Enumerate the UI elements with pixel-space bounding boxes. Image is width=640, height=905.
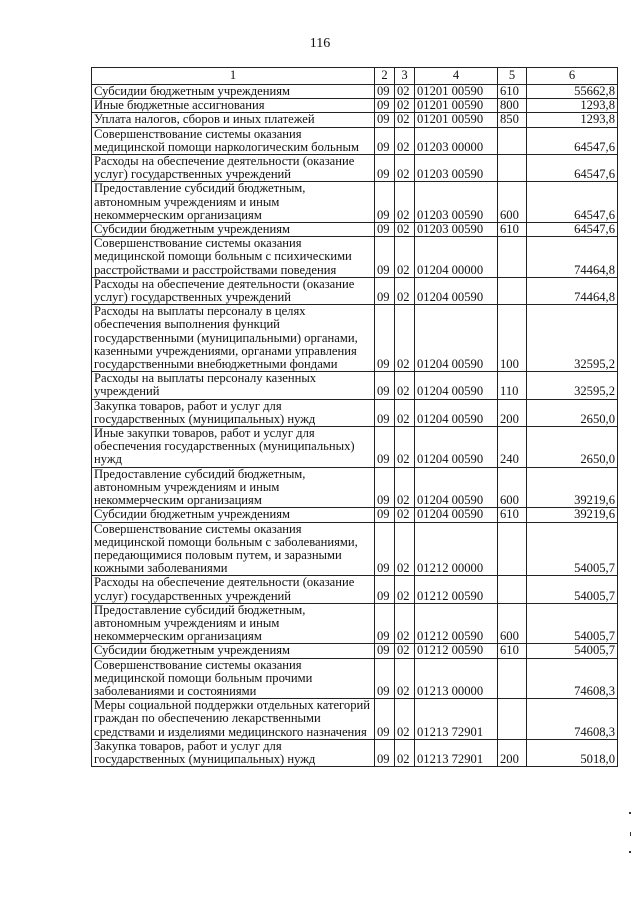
- row-section: 09: [375, 277, 395, 304]
- table-row: [92, 427, 618, 468]
- scan-speck: [629, 812, 631, 814]
- row-subsection: 02: [395, 603, 415, 644]
- header-col-section: 2: [375, 68, 395, 85]
- row-amount: 39219,6: [527, 467, 618, 508]
- table-row: [92, 127, 618, 154]
- row-amount: 39219,6: [527, 508, 618, 522]
- row-name: Иные закупки товаров, работ и услуг для обеспечения государственных (муниципальных) нужд: [92, 427, 375, 468]
- row-target-article: 01201 00590: [415, 85, 498, 99]
- row-target-article: 01201 00590: [415, 99, 498, 113]
- table-row: [92, 113, 618, 127]
- table-row: [92, 237, 618, 278]
- row-amount: 54005,7: [527, 576, 618, 603]
- row-name: Расходы на выплаты персоналу в целях обеспечения выполнения функций государственными (муниципальными) органами, казенными учреждениями, органами управления государственными внебюджетными фондами: [92, 305, 375, 372]
- table-row: [92, 155, 618, 182]
- table-row: [92, 644, 618, 658]
- row-subsection: 02: [395, 522, 415, 576]
- row-expense-type: 800: [498, 99, 527, 113]
- row-amount: 1293,8: [527, 113, 618, 127]
- row-expense-type: 850: [498, 113, 527, 127]
- row-subsection: 02: [395, 113, 415, 127]
- row-amount: 54005,7: [527, 522, 618, 576]
- row-subsection: 02: [395, 85, 415, 99]
- row-amount: 74608,3: [527, 699, 618, 740]
- row-amount: 55662,8: [527, 85, 618, 99]
- row-expense-type: 610: [498, 508, 527, 522]
- row-subsection: 02: [395, 237, 415, 278]
- row-subsection: 02: [395, 399, 415, 426]
- row-target-article: 01204 00590: [415, 467, 498, 508]
- row-expense-type: [498, 576, 527, 603]
- row-name: Субсидии бюджетным учреждениям: [92, 85, 375, 99]
- row-subsection: 02: [395, 427, 415, 468]
- row-subsection: 02: [395, 223, 415, 237]
- row-section: 09: [375, 644, 395, 658]
- row-amount: 74464,8: [527, 237, 618, 278]
- row-expense-type: 600: [498, 603, 527, 644]
- row-subsection: 02: [395, 127, 415, 154]
- table-body: [92, 85, 618, 767]
- row-amount: 64547,6: [527, 223, 618, 237]
- row-expense-type: 100: [498, 305, 527, 372]
- row-target-article: 01212 00000: [415, 522, 498, 576]
- row-subsection: 02: [395, 739, 415, 766]
- row-amount: 74464,8: [527, 277, 618, 304]
- row-section: 09: [375, 305, 395, 372]
- row-target-article: 01201 00590: [415, 113, 498, 127]
- row-expense-type: 200: [498, 399, 527, 426]
- row-expense-type: 610: [498, 223, 527, 237]
- page-number: 116: [309, 36, 331, 51]
- row-subsection: 02: [395, 508, 415, 522]
- row-name: Уплата налогов, сборов и иных платежей: [92, 113, 375, 127]
- row-target-article: 01203 00590: [415, 155, 498, 182]
- table-row: [92, 658, 618, 699]
- header-col-subsection: 3: [395, 68, 415, 85]
- header-col-expense-type: 5: [498, 68, 527, 85]
- row-target-article: 01203 00000: [415, 127, 498, 154]
- scan-speck: [629, 851, 631, 853]
- row-amount: 54005,7: [527, 603, 618, 644]
- row-expense-type: 610: [498, 85, 527, 99]
- row-target-article: 01204 00000: [415, 237, 498, 278]
- row-expense-type: 610: [498, 644, 527, 658]
- row-target-article: 01204 00590: [415, 508, 498, 522]
- row-target-article: 01204 00590: [415, 372, 498, 399]
- table-row: [92, 522, 618, 576]
- row-target-article: 01213 72901: [415, 739, 498, 766]
- table-row: [92, 739, 618, 766]
- row-name: Совершенствование системы оказания медицинской помощи больным с психическими расстройствами и расстройствами поведения: [92, 237, 375, 278]
- row-amount: 32595,2: [527, 372, 618, 399]
- row-section: 09: [375, 99, 395, 113]
- row-target-article: 01203 00590: [415, 223, 498, 237]
- row-section: 09: [375, 372, 395, 399]
- row-expense-type: 600: [498, 467, 527, 508]
- row-name: Предоставление субсидий бюджетным, автономным учреждениям и иным некоммерческим организациям: [92, 182, 375, 223]
- row-amount: 32595,2: [527, 305, 618, 372]
- row-name: Субсидии бюджетным учреждениям: [92, 508, 375, 522]
- row-section: 09: [375, 113, 395, 127]
- row-target-article: 01212 00590: [415, 576, 498, 603]
- table-row: [92, 277, 618, 304]
- row-section: 09: [375, 522, 395, 576]
- row-expense-type: 110: [498, 372, 527, 399]
- row-target-article: 01213 00000: [415, 658, 498, 699]
- row-name: Меры социальной поддержки отдельных категорий граждан по обеспечению лекарственными средствами и изделиями медицинского назначения: [92, 699, 375, 740]
- row-subsection: 02: [395, 576, 415, 603]
- table-row: [92, 182, 618, 223]
- row-amount: 1293,8: [527, 99, 618, 113]
- row-target-article: 01213 72901: [415, 699, 498, 740]
- row-subsection: 02: [395, 372, 415, 399]
- row-section: 09: [375, 399, 395, 426]
- table-row: [92, 508, 618, 522]
- row-expense-type: [498, 658, 527, 699]
- row-subsection: 02: [395, 277, 415, 304]
- row-amount: 5018,0: [527, 739, 618, 766]
- row-subsection: 02: [395, 182, 415, 223]
- row-section: 09: [375, 576, 395, 603]
- row-name: Субсидии бюджетным учреждениям: [92, 644, 375, 658]
- table-row: [92, 603, 618, 644]
- header-col-target-article: 4: [415, 68, 498, 85]
- row-name: Совершенствование системы оказания медицинской помощи больным прочими заболеваниями и состояниями: [92, 658, 375, 699]
- row-name: Расходы на обеспечение деятельности (оказание услуг) государственных учреждений: [92, 576, 375, 603]
- row-section: 09: [375, 127, 395, 154]
- table-row: [92, 99, 618, 113]
- row-expense-type: [498, 522, 527, 576]
- row-name: Совершенствование системы оказания медицинской помощи наркологическим больным: [92, 127, 375, 154]
- row-amount: 2650,0: [527, 399, 618, 426]
- row-subsection: 02: [395, 644, 415, 658]
- table-row: [92, 576, 618, 603]
- row-target-article: 01204 00590: [415, 277, 498, 304]
- row-target-article: 01203 00590: [415, 182, 498, 223]
- table-row: [92, 699, 618, 740]
- row-section: 09: [375, 237, 395, 278]
- row-name: Иные бюджетные ассигнования: [92, 99, 375, 113]
- row-name: Предоставление субсидий бюджетным, автономным учреждениям и иным некоммерческим организациям: [92, 467, 375, 508]
- row-name: Расходы на обеспечение деятельности (оказание услуг) государственных учреждений: [92, 155, 375, 182]
- table-row: [92, 467, 618, 508]
- row-name: Закупка товаров, работ и услуг для государственных (муниципальных) нужд: [92, 739, 375, 766]
- row-section: 09: [375, 658, 395, 699]
- row-section: 09: [375, 427, 395, 468]
- table-row: [92, 85, 618, 99]
- row-amount: 64547,6: [527, 127, 618, 154]
- row-section: 09: [375, 699, 395, 740]
- row-name: Субсидии бюджетным учреждениям: [92, 223, 375, 237]
- budget-table: [91, 67, 618, 767]
- row-name: Расходы на обеспечение деятельности (оказание услуг) государственных учреждений: [92, 277, 375, 304]
- header-row: [92, 68, 618, 85]
- row-amount: 74608,3: [527, 658, 618, 699]
- row-expense-type: [498, 699, 527, 740]
- row-name: Совершенствование системы оказания медицинской помощи больным с заболеваниями, передающимися половым путем, и заразными кожными заболеваниями: [92, 522, 375, 576]
- row-target-article: 01204 00590: [415, 427, 498, 468]
- row-name: Предоставление субсидий бюджетным, автономным учреждениям и иным некоммерческим организациям: [92, 603, 375, 644]
- row-section: 09: [375, 467, 395, 508]
- row-subsection: 02: [395, 658, 415, 699]
- scan-speck: [630, 832, 631, 836]
- row-target-article: 01204 00590: [415, 399, 498, 426]
- row-amount: 2650,0: [527, 427, 618, 468]
- row-section: 09: [375, 739, 395, 766]
- row-section: 09: [375, 508, 395, 522]
- row-section: 09: [375, 85, 395, 99]
- row-amount: 54005,7: [527, 644, 618, 658]
- table-row: [92, 399, 618, 426]
- table-row: [92, 305, 618, 372]
- table-row: [92, 223, 618, 237]
- row-expense-type: 200: [498, 739, 527, 766]
- row-expense-type: 240: [498, 427, 527, 468]
- row-amount: 64547,6: [527, 155, 618, 182]
- row-section: 09: [375, 182, 395, 223]
- row-expense-type: [498, 277, 527, 304]
- table-row: [92, 372, 618, 399]
- row-subsection: 02: [395, 467, 415, 508]
- row-name: Расходы на выплаты персоналу казенных учреждений: [92, 372, 375, 399]
- row-target-article: 01204 00590: [415, 305, 498, 372]
- row-expense-type: [498, 237, 527, 278]
- row-name: Закупка товаров, работ и услуг для государственных (муниципальных) нужд: [92, 399, 375, 426]
- row-expense-type: [498, 155, 527, 182]
- row-subsection: 02: [395, 155, 415, 182]
- row-section: 09: [375, 155, 395, 182]
- row-section: 09: [375, 603, 395, 644]
- row-subsection: 02: [395, 99, 415, 113]
- row-expense-type: [498, 127, 527, 154]
- header-col-name: 1: [92, 68, 375, 85]
- row-subsection: 02: [395, 305, 415, 372]
- row-target-article: 01212 00590: [415, 644, 498, 658]
- row-target-article: 01212 00590: [415, 603, 498, 644]
- header-col-amount: 6: [527, 68, 618, 85]
- row-subsection: 02: [395, 699, 415, 740]
- row-section: 09: [375, 223, 395, 237]
- row-amount: 64547,6: [527, 182, 618, 223]
- row-expense-type: 600: [498, 182, 527, 223]
